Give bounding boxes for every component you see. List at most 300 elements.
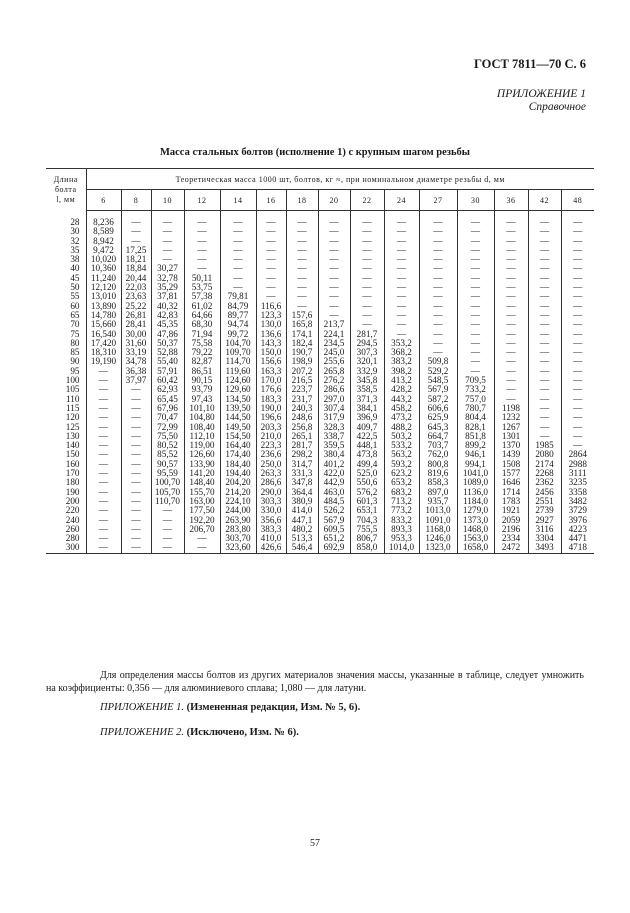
mass-cell: 68,30 [184,320,220,329]
mass-cell: 2988 [561,460,594,469]
mass-cell: 144,50 [220,413,256,422]
mass-cell: — [561,302,594,311]
mass-cell: — [350,302,384,311]
mass-cell: — [528,357,561,366]
mass-cell: — [86,460,121,469]
mass-cell: 448,1 [350,441,384,450]
mass-cell: — [121,413,151,422]
mass-cell: — [457,302,494,311]
length-cell: 260 [46,525,86,534]
length-cell: 65 [46,311,86,320]
mass-cell: 170,0 [256,376,286,385]
mass-cell: 231,7 [286,395,318,404]
mass-cell: 384,1 [350,404,384,413]
mass-cell: 84,79 [220,302,256,311]
mass-cell: 263,3 [256,469,286,478]
mass-cell: 331,3 [286,469,318,478]
mass-cell: — [457,348,494,357]
mass-cell: — [151,237,184,246]
mass-cell: 248,6 [286,413,318,422]
mass-cell: 473,8 [350,450,384,459]
mass-cell: — [528,385,561,394]
mass-cell: 2472 [494,543,528,553]
mass-cell: 126,60 [184,450,220,459]
mass-cell: 529,2 [419,367,457,376]
mass-cell: 17,25 [121,246,151,255]
mass-cell: 16,540 [86,330,121,339]
mass-cell: 156,6 [256,357,286,366]
mass-cell: 95,59 [151,469,184,478]
mass-cell: — [419,283,457,292]
mass-cell: 23,63 [121,292,151,301]
mass-cell: 79,81 [220,292,256,301]
mass-cell: — [220,264,256,273]
mass-cell: — [318,227,350,236]
mass-cell: 2080 [528,450,561,459]
mass-cell: 53,75 [184,283,220,292]
mass-cell: — [457,211,494,228]
mass-cell: 17,420 [86,339,121,348]
change-note-2-text: (Исключено, Изм. № 6). [186,727,299,738]
length-cell: 300 [46,543,86,553]
mass-cell: — [494,348,528,357]
mass-cell: 13,890 [86,302,121,311]
mass-cell: — [457,311,494,320]
mass-cell: 1013,0 [419,506,457,515]
mass-cell: — [494,376,528,385]
mass-cell: 25,22 [121,302,151,311]
mass-cell: 317,9 [318,413,350,422]
mass-cell: 163,3 [256,367,286,376]
mass-cell: 593,2 [384,460,419,469]
mass-cell: — [494,367,528,376]
mass-cell: 245,0 [318,348,350,357]
mass-cell: 2174 [528,460,561,469]
mass-cell: 3493 [528,543,561,553]
mass-cell: — [318,211,350,228]
mass-cell: — [86,404,121,413]
mass-cell: 2059 [494,516,528,525]
mass-cell: 1041,0 [457,469,494,478]
mass-cell: 347,8 [286,478,318,487]
mass-cell: 90,57 [151,460,184,469]
mass-cell: — [151,255,184,264]
mass-cell: — [121,525,151,534]
mass-cell: — [528,423,561,432]
mass-cell: 35,29 [151,283,184,292]
mass-cell: 463,0 [318,488,350,497]
mass-cell: — [561,237,594,246]
mass-cell: 2456 [528,488,561,497]
mass-cell: — [384,237,419,246]
mass-cell: 94,74 [220,320,256,329]
mass-cell: 409,7 [350,423,384,432]
mass-cell: — [121,534,151,543]
mass-cell: — [86,450,121,459]
mass-cell: 383,2 [384,357,419,366]
mass-cell: — [419,274,457,283]
mass-cell: 207,2 [286,367,318,376]
length-cell: 150 [46,450,86,459]
mass-cell: 480,2 [286,525,318,534]
mass-cell: — [350,255,384,264]
length-cell: 35 [46,246,86,255]
mass-cell: — [384,255,419,264]
mass-cell: — [121,385,151,394]
mass-cell: — [184,237,220,246]
mass-cell: 110,70 [151,497,184,506]
mass-cell: — [528,211,561,228]
mass-cell: 804,4 [457,413,494,422]
mass-cell: — [419,339,457,348]
mass-cell: 224,10 [220,497,256,506]
mass-cell: 85,52 [151,450,184,459]
mass-cell: 214,20 [220,488,256,497]
mass-cell: — [86,469,121,478]
mass-cell: 703,7 [419,441,457,450]
length-cell: 95 [46,367,86,376]
mass-cell: 345,8 [350,376,384,385]
mass-cell: — [457,264,494,273]
mass-cell: 250,0 [256,460,286,469]
mass-cell: 105,70 [151,488,184,497]
length-cell: 110 [46,395,86,404]
mass-cell: 645,3 [419,423,457,432]
diameter-header: 8 [121,190,151,211]
mass-cell: 3482 [561,497,594,506]
mass-cell: — [121,460,151,469]
mass-cell: 108,40 [184,423,220,432]
mass-cell: 104,80 [184,413,220,422]
mass-cell: 18,84 [121,264,151,273]
mass-cell: — [494,357,528,366]
mass-cell: 371,3 [350,395,384,404]
mass-cell: — [494,255,528,264]
length-cell: 28 [46,211,86,228]
mass-cell: 9,472 [86,246,121,255]
mass-cell: 286,6 [318,385,350,394]
mass-cell: 150,0 [256,348,286,357]
mass-cell: — [494,385,528,394]
mass-cell: — [256,227,286,236]
mass-cell: — [528,404,561,413]
mass-cell: 1370 [494,441,528,450]
mass-cell: 14,780 [86,311,121,320]
length-cell: 120 [46,413,86,422]
mass-cell: 4223 [561,525,594,534]
mass-cell: 526,2 [318,506,350,515]
mass-cell: — [561,441,594,450]
mass-cell: 62,93 [151,385,184,394]
mass-cell: 398,2 [384,367,419,376]
mass-cell: 1198 [494,404,528,413]
mass-cell: — [419,237,457,246]
mass-cell: — [561,367,594,376]
mass-cell: — [121,227,151,236]
appendix-title: ПРИЛОЖЕНИЕ 1 [496,88,586,100]
mass-cell: 184,40 [220,460,256,469]
length-cell: 190 [46,488,86,497]
mass-cell: 458,2 [384,404,419,413]
mass-cell: 155,70 [184,488,220,497]
mass-cell: 1577 [494,469,528,478]
mass-cell: 3358 [561,488,594,497]
mass-cell: 40,32 [151,302,184,311]
mass-cell: 79,22 [184,348,220,357]
mass-cell: — [419,211,457,228]
mass-cell: — [528,227,561,236]
mass-cell: 3111 [561,469,594,478]
mass-cell: 124,60 [220,376,256,385]
mass-cell: 755,5 [350,525,384,534]
mass-cell: 33,19 [121,348,151,357]
mass-cell: — [528,330,561,339]
mass-cell: — [256,283,286,292]
mass-cell: 303,3 [256,497,286,506]
mass-cell: 112,10 [184,432,220,441]
mass-cell: 176,6 [256,385,286,394]
mass-cell: — [86,488,121,497]
mass-cell: 163,00 [184,497,220,506]
mass-cell: — [528,302,561,311]
length-header-line1: Длина [53,174,78,184]
change-note-2-label: ПРИЛОЖЕНИЕ 2. [100,727,184,738]
mass-cell: 244,00 [220,506,256,515]
mass-cell: 114,70 [220,357,256,366]
mass-cell: 713,2 [384,497,419,506]
mass-cell: 42,83 [151,311,184,320]
mass-cell: — [384,320,419,329]
mass-cell: 525,0 [350,469,384,478]
mass-cell: 45,35 [151,320,184,329]
mass-cell: 22,03 [121,283,151,292]
mass-cell: 100,70 [151,478,184,487]
mass-cell: 946,1 [457,450,494,459]
mass-cell: 1014,0 [384,543,419,553]
mass-cell: 174,1 [286,330,318,339]
mass-cell: — [528,264,561,273]
mass-cell: — [318,283,350,292]
diameter-header: 36 [494,190,528,211]
mass-cell: 61,02 [184,302,220,311]
diameter-header: 20 [318,190,350,211]
mass-cell: — [151,246,184,255]
mass-cell: — [494,274,528,283]
mass-cell: — [86,367,121,376]
mass-cell: 30,00 [121,330,151,339]
diameter-header-row [46,190,594,211]
mass-cell: 1714 [494,488,528,497]
mass-cell: — [528,237,561,246]
mass-cell: — [286,302,318,311]
mass-cell: 307,4 [318,404,350,413]
mass-cell: 426,6 [256,543,286,553]
mass-cell: — [184,264,220,273]
mass-cell: — [286,227,318,236]
mass-cell: 281,7 [286,441,318,450]
mass-cell: — [528,413,561,422]
mass-cell: 587,2 [419,395,457,404]
mass-cell: 625,9 [419,413,457,422]
mass-cell: 64,66 [184,311,220,320]
table-body [46,211,594,554]
mass-cell: — [494,292,528,301]
diameter-header: 18 [286,190,318,211]
mass-cell: 1136,0 [457,488,494,497]
mass-cell: — [494,227,528,236]
mass-cell: 28,41 [121,320,151,329]
mass-cell: — [121,497,151,506]
mass-cell: — [121,488,151,497]
mass-cell: 473,2 [384,413,419,422]
mass-cell: — [184,227,220,236]
mass-cell: 119,60 [220,367,256,376]
mass-cell: — [561,348,594,357]
mass-cell: 503,2 [384,432,419,441]
length-cell: 80 [46,339,86,348]
mass-cell: — [86,376,121,385]
change-note-1-label: ПРИЛОЖЕНИЕ 1. [100,702,184,713]
mass-cell: 897,0 [419,488,457,497]
mass-cell: — [350,237,384,246]
mass-cell: 1301 [494,432,528,441]
mass-cell: — [494,320,528,329]
mass-cell: 2739 [528,506,561,515]
mass-cell: — [121,211,151,228]
mass-cell: 129,60 [220,385,256,394]
mass-cell: 196,6 [256,413,286,422]
length-cell: 140 [46,441,86,450]
diameter-header: 6 [86,190,121,211]
mass-cell: 203,3 [256,423,286,432]
diameter-header: 27 [419,190,457,211]
mass-cell: — [528,339,561,348]
mass-cell: 3729 [561,506,594,515]
mass-cell: — [121,450,151,459]
mass-cell: — [86,534,121,543]
mass-cell: 1091,0 [419,516,457,525]
mass-cell: 190,0 [256,404,286,413]
mass-cell: 154,50 [220,432,256,441]
mass-cell: 70,47 [151,413,184,422]
mass-cell: — [286,246,318,255]
mass-cell: — [121,423,151,432]
mass-cell: 576,2 [350,488,384,497]
mass-cell: — [220,246,256,255]
mass-cell: 683,2 [384,488,419,497]
mass-cell: — [286,283,318,292]
mass-cell: 1508 [494,460,528,469]
mass-cell: — [528,283,561,292]
mass-cell: — [220,283,256,292]
mass-cell: — [528,348,561,357]
mass-cell: — [494,330,528,339]
table-row [46,211,594,228]
mass-cell: — [350,246,384,255]
bolt-mass-table [46,168,594,554]
mass-cell: — [494,264,528,273]
diameter-header: 22 [350,190,384,211]
mass-cell: 356,6 [256,516,286,525]
length-cell: 60 [46,302,86,311]
mass-cell: — [494,246,528,255]
mass-cell: 307,3 [350,348,384,357]
mass-cell: — [528,255,561,264]
mass-cell: — [457,320,494,329]
length-cell: 45 [46,274,86,283]
mass-cell: 1184,0 [457,497,494,506]
length-cell: 100 [46,376,86,385]
mass-cell: 89,77 [220,311,256,320]
mass-cell: — [350,264,384,273]
mass-cell: 75,50 [151,432,184,441]
mass-cell: — [350,283,384,292]
mass-cell: — [184,211,220,228]
mass-cell: 283,80 [220,525,256,534]
mass-cell: — [151,516,184,525]
length-cell: 30 [46,227,86,236]
mass-cell: 223,3 [256,441,286,450]
change-note-1-text: (Измененная редакция, Изм. № 5, 6). [186,702,361,713]
mass-cell: — [457,255,494,264]
appendix-heading [497,88,586,114]
mass-cell: 704,3 [350,516,384,525]
mass-cell: 546,4 [286,543,318,553]
mass-cell: 762,0 [419,450,457,459]
length-cell: 130 [46,432,86,441]
mass-cell: 3116 [528,525,561,534]
mass-cell: — [494,311,528,320]
mass-cell: 182,4 [286,339,318,348]
mass-cell: 190,7 [286,348,318,357]
mass-cell: — [350,311,384,320]
mass-cell: 67,96 [151,404,184,413]
mass-cell: 141,20 [184,469,220,478]
mass-cell: — [419,292,457,301]
mass-cell: — [561,357,594,366]
mass-cell: 281,7 [350,330,384,339]
mass-cell: 164,40 [220,441,256,450]
mass-cell: 18,21 [121,255,151,264]
mass-cell: 204,20 [220,478,256,487]
mass-cell: 123,3 [256,311,286,320]
mass-cell: 2551 [528,497,561,506]
mass-cell: 4718 [561,543,594,553]
mass-cell: — [286,264,318,273]
mass-cell: 664,7 [419,432,457,441]
mass-cell: — [419,330,457,339]
table-row [46,543,594,553]
mass-cell: 484,5 [318,497,350,506]
diameter-header: 24 [384,190,419,211]
mass-cell: — [561,339,594,348]
mass-cell: — [86,385,121,394]
mass-cell: — [286,274,318,283]
mass-cell: 57,91 [151,367,184,376]
length-cell: 240 [46,516,86,525]
length-cell: 55 [46,292,86,301]
mass-cell: 101,10 [184,404,220,413]
mass-cell: — [86,432,121,441]
change-note-1 [100,702,360,713]
mass-cell: 994,1 [457,460,494,469]
length-cell: 70 [46,320,86,329]
mass-cell: 72,99 [151,423,184,432]
mass-cell: — [561,246,594,255]
mass-cell: 780,7 [457,404,494,413]
mass-cell: 71,94 [184,330,220,339]
mass-cell: — [457,367,494,376]
